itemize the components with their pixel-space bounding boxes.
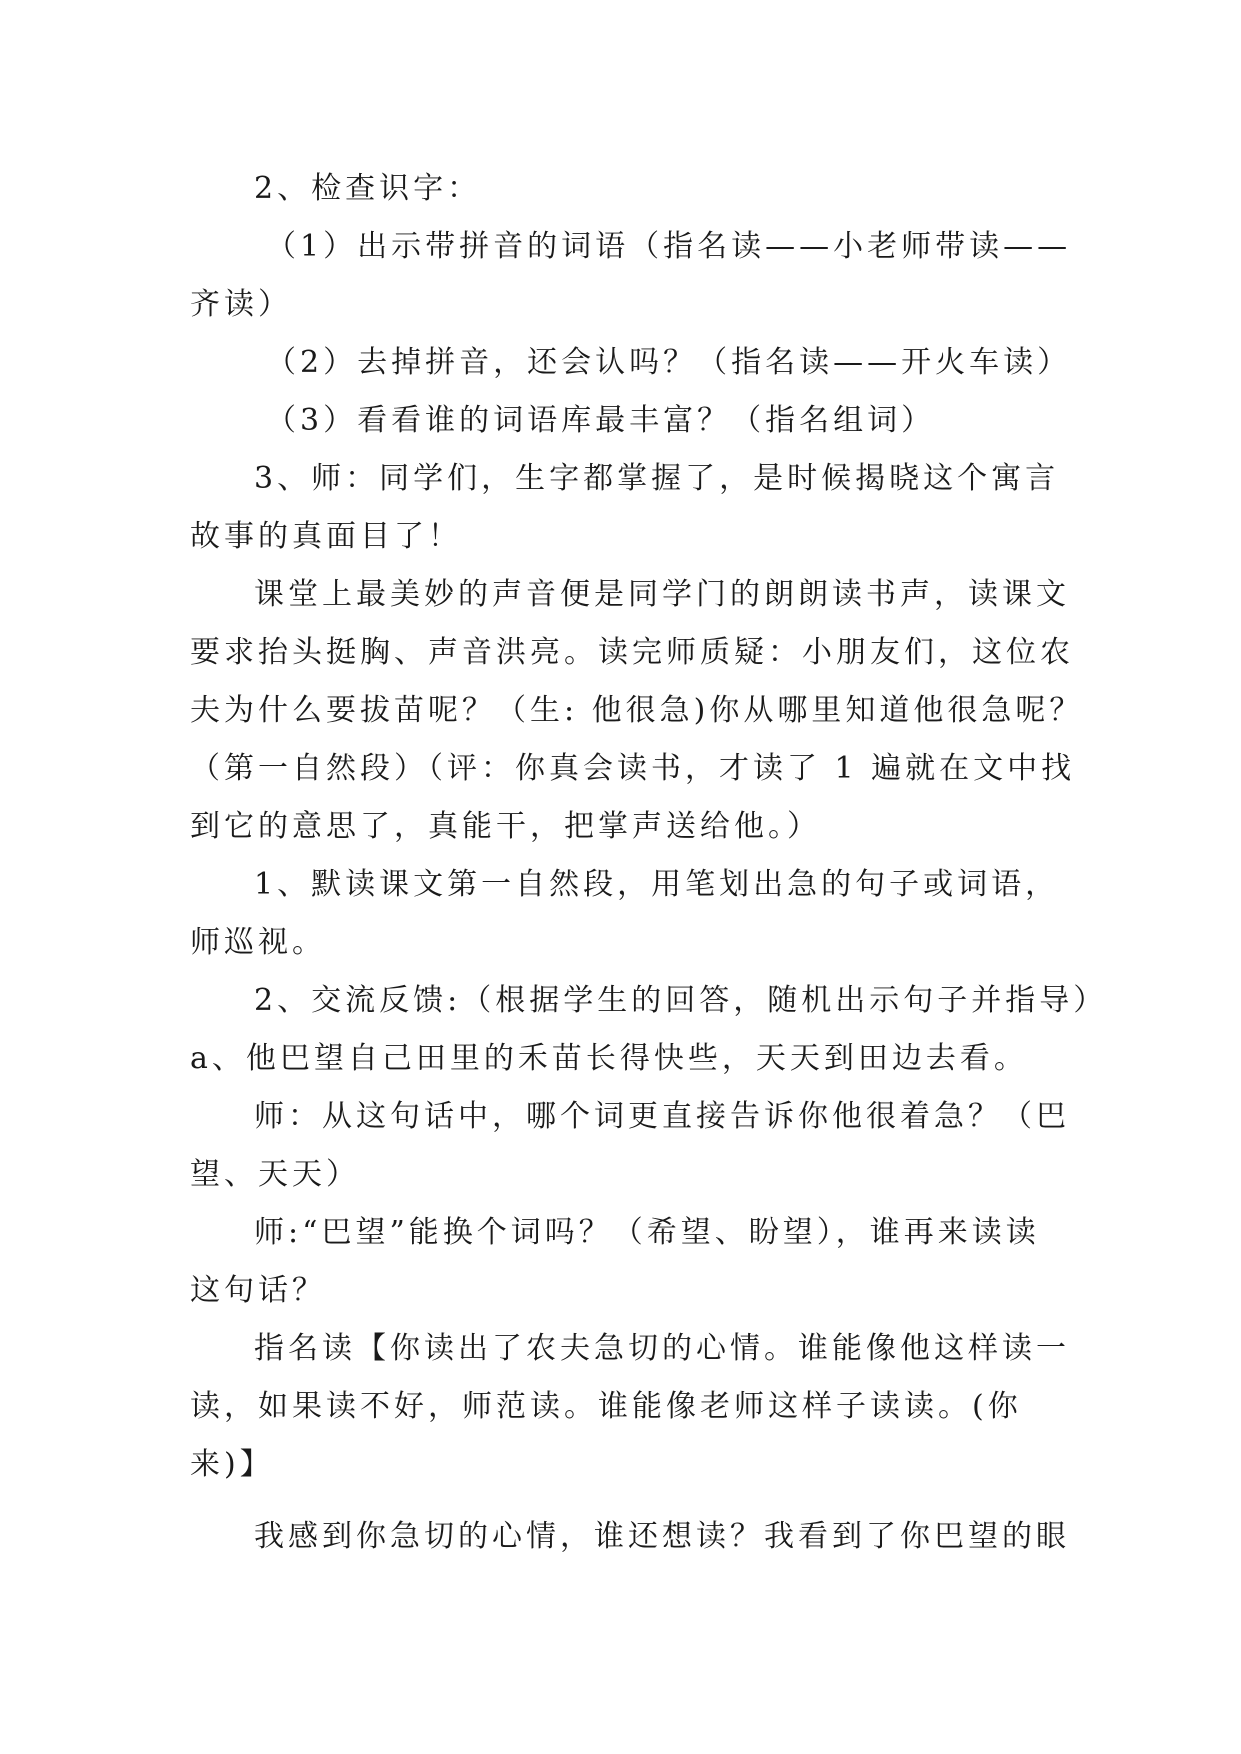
text-line: 望、天天） (190, 1157, 360, 1192)
text-line: 我感到你急切的心情，谁还想读？我看到了你巴望的眼 (254, 1519, 1070, 1554)
text-line: 故事的真面目了！ (190, 519, 462, 554)
text-line: 2、检查识字： (254, 171, 482, 206)
text-line: 指名读【你读出了农夫急切的心情。谁能像他这样读一 (254, 1331, 1070, 1366)
text-line: 齐读） (190, 287, 292, 322)
document-body (190, 160, 1108, 1566)
text-line: 夫为什么要拔苗呢？（生: 他很急)你从哪里知道他很急呢？ (190, 693, 1084, 728)
text-line: 2、交流反馈:（根据学生的回答，随机出示句子并指导） (254, 983, 1108, 1018)
text-line: 来)】 (190, 1447, 274, 1482)
text-line: 1、默读课文第一自然段，用笔划出急的句子或词语， (254, 867, 1060, 902)
text-line: （3）看看谁的词语库最丰富？（指名组词） (266, 403, 936, 438)
text-line: 师巡视。 (190, 925, 326, 960)
text-line: 这句话？ (190, 1273, 326, 1308)
text-line: 师:“巴望”能换个词吗？（希望、盼望），谁再来读读 (254, 1215, 1040, 1250)
text-line: 到它的意思了，真能干，把掌声送给他。） (190, 809, 821, 844)
text-line: a、他巴望自己田里的禾苗长得快些，天天到田边去看。 (190, 1041, 1028, 1076)
text-line: 3、师：同学们，生字都掌握了，是时候揭晓这个寓言 (254, 461, 1060, 496)
paragraph-spacer (190, 1494, 1050, 1508)
text-line: 师：从这句话中，哪个词更直接告诉你他很着急？（巴 (254, 1099, 1070, 1134)
text-line: 读，如果读不好，师范读。谁能像老师这样子读读。(你 (190, 1389, 1022, 1424)
text-line: （1）出示带拼音的词语（指名读——小老师带读—— (266, 229, 1072, 264)
text-line: 课堂上最美妙的声音便是同学门的朗朗读书声，读课文 (254, 577, 1070, 612)
text-line: （2）去掉拼音，还会认吗？（指名读——开火车读） (266, 345, 1072, 380)
text-line: （第一自然段）（评：你真会读书，才读了 1 遍就在文中找 (190, 751, 1076, 786)
text-line: 要求抬头挺胸、声音洪亮。读完师质疑：小朋友们，这位农 (190, 635, 1074, 670)
